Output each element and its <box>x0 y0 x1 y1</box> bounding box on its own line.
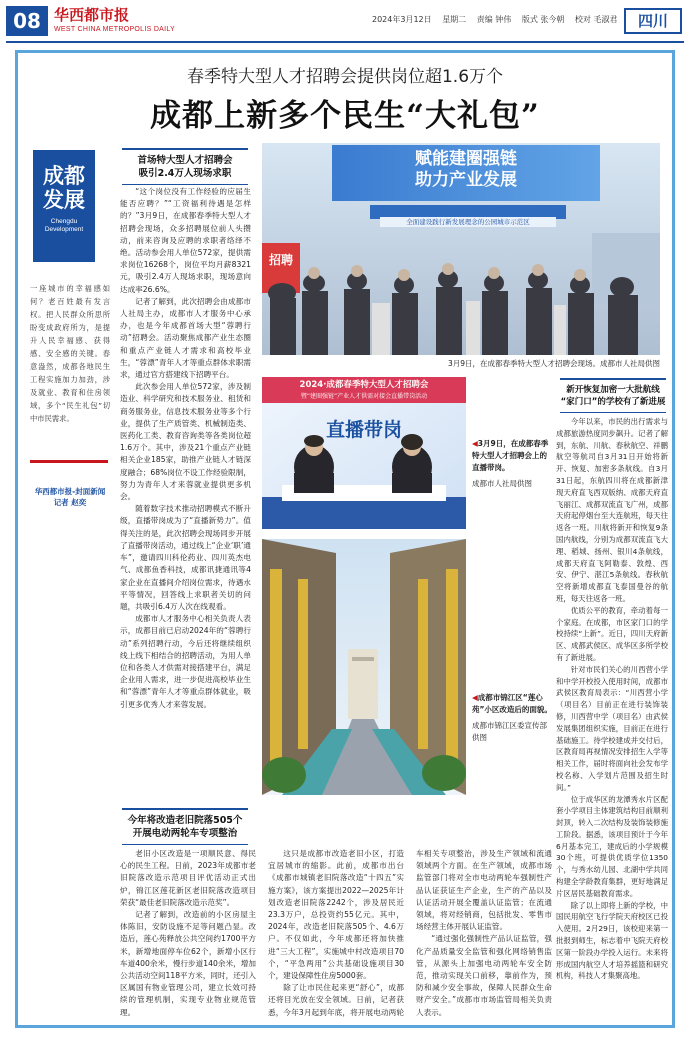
banner-line2: 助力产业发展 <box>415 170 517 190</box>
article1-paragraph: 成都市人才服务中心相关负责人表示，成都目前已启动2024年的“蓉聘行动”系列招聘行动，今后还将继续组织线上线下相结合的招聘活动，为用人单位和各类人才供需对接搭建平台，满足企业用人需求，进一步促进高校毕业生和“蓉漂”青年人才等重点群体就业，吸引更多优秀人才来蓉发展。 <box>120 614 251 709</box>
article1-subhead <box>122 148 248 185</box>
article2-paragraph: 除了让市民住起来更“舒心”，成都还将目光放在安全领域。日前，记者获悉，今年3月起到年底，将开展电动两轮车相关专项整治，涉及生产领域和流通领域两个方面。在生产领域，成都市场监管部门将对全市电动两轮车强制性产品认证获证生产企业，生产的产品以及认证活动开展全覆盖认证监管；在流通领域，将对经销商，包括批发、零售市场经营主体开展认证监管。 <box>268 849 552 1017</box>
article3-paragraph: 位于成华区的龙潭秀水片区配套小学项目主体建筑结构目前顺利封顶，转入二次结构及装饰装修施工阶段。据悉，该项目预计于今年6月基本完工，建成后的小学规模30个班，可提供优质学位1350个，与秀水幼儿园、北湖中学共同构建全学龄教育集群，更好地满足片区居民基础教育需求。 <box>556 794 668 898</box>
booth-sign-text: 招聘 <box>268 253 293 267</box>
article2-subhead-line2: 开展电动两轮车专项整治 <box>132 828 238 839</box>
article1-paragraph: 随着数字技术推动招聘模式不断升级，直播带岗成为了“直播新势力”。值得关注的是，此次招聘会现场同步开展了直播带岗活动，通过线上“企业‘职’通车”，邀请四川科伦药业、四川英杰电气、成都鱼香科技，成都讯捷通讯等4家企业在直播间介绍岗位需求，待遇水平等情况，回答线上求职者关切的问题，共吸引6.4万人次在线观看。 <box>120 504 251 611</box>
photo2-caption-text: 3月9日，在成都春季特大型人才招聘会上的直播带岗。 <box>472 439 549 472</box>
byline-outlet: 华西都市报-封面新闻 <box>34 487 106 496</box>
paper-logo-en: WEST CHINA METROPOLIS DAILY <box>54 26 176 33</box>
column-title-line2: 发展 <box>43 187 85 212</box>
renovated-compound-photo <box>262 539 466 795</box>
article3-subhead-line1: 新开恢复加密一大批航线 <box>566 385 660 395</box>
photo3-caption <box>472 692 552 744</box>
page-title: 成都上新多个民生“大礼包” <box>150 98 540 134</box>
job-fair-photo <box>262 143 660 355</box>
masthead <box>0 0 690 44</box>
compound-scene <box>262 539 466 795</box>
issue-weekday: 星期二 <box>442 15 467 24</box>
stream-banner-title: 2024·成都春季特大型人才招聘会 <box>299 380 429 390</box>
proofreader-credit: 校对 毛淑君 <box>574 15 618 24</box>
article2-paragraph: 老旧小区改造是一项顺民意、得民心的民生工程。日前，2023年成都市老旧院落改造示范项目评优活动正式出炉，锦江区莲花新区老旧院落改造项目荣获“最佳老旧院落改造示范奖”。 <box>120 849 256 907</box>
article3-paragraph: 针对市民们关心的川西营小学和中学开校投入使用时间，成都市武侯区教育局表示：“川西营小学（项目名）目前正在进行装饰装修，川西营中学（项目名）由武侯发展集团组织实施，目前正在进行基础施工。待学校建成并交付后，区教育局再视情况安排招生入学等相关工作，届时将面向社会发布学校名称、入学划片范围及招生时间。” <box>556 664 668 792</box>
column-title-en-line2: Development <box>44 226 84 233</box>
article2-paragraph: 记者了解到，改造前的小区房屋主体陈旧，安防设施不足等问题凸显。改造后，莲心苑释放公共空间约1700平方米，新增地面停车位62个，新增小区行车道400余米，慢行步道140余米，增加公共活动空间118平方米，同时，还引入区属国有物业管理公司，建立长效可持续的管理机制，实现专业物业规范管理。 <box>120 910 256 1017</box>
article3-subhead <box>560 378 666 413</box>
column-label <box>33 150 95 262</box>
article2-subhead-line1: 今年将改造老旧院落505个 <box>127 815 243 826</box>
article1-subhead-line1: 首场特大型人才招聘会 <box>137 155 233 166</box>
designer-credit: 版式 张今朝 <box>521 15 565 24</box>
article1-paragraph: “这个岗位没有工作经验的应届生能否应聘？”“工资福利待遇是怎样的？”3月9日，在成都春季特大型人才招聘会现场，众多招聘展位前人头攒动，前来咨询及应聘的求职者络绎不绝。活动参会用人单位572家，提供需求岗位16268个，岗位平均月薪8321元，吸引2.4万人现场求职，现场意向达成率26.6%。 <box>120 187 251 294</box>
editor-credit: 责编 钟伟 <box>476 15 512 24</box>
article3-body <box>556 416 668 1020</box>
masthead-rule <box>6 41 684 43</box>
live-stream-photo <box>262 377 466 529</box>
article1-body <box>120 186 251 796</box>
paper-logo: 华西都市报 <box>54 6 130 24</box>
article1-paragraph: 记者了解到，此次招聘会由成都市人社局主办，成都市人才服务中心承办，也是今年成都首场大型“蓉聘行动”招聘会。活动聚焦成都产业生态圈和重点产业链人才需求和高校毕业生，“蓉漂”青年人才等重点群体求职需求，通过官方搭建线下招聘平台。 <box>120 296 251 380</box>
byline <box>24 486 116 508</box>
headline-kicker: 春季特大型人才招聘会提供岗位超1.6万个 <box>186 67 504 87</box>
article3-subhead-line2: “家门口”的学校有了新进展 <box>560 397 666 407</box>
article1-paragraph: 此次参会用人单位572家，涉及制造业、科学研究和技术服务业、租赁和商务服务业，信息技术服务业等多个行业，提供了生产质管类、机械制造类、医药化工类、教育咨询类等各类岗位超1.6万个。其中，涉及21个重点产业链相关企业185家，助推产业链人才链深度融合；68%岗位不设工作经验限制，努力为青年人才来蓉就业提供更多机会。 <box>120 382 251 502</box>
photo3-credit: 成都市锦江区委宣传部供图 <box>472 721 547 742</box>
article2-subhead <box>122 808 248 845</box>
caption-arrow-icon: ◀ <box>472 693 478 702</box>
photo3-caption-text: 成都市锦江区“莲心苑”小区改造后的面貌。 <box>472 693 552 714</box>
article3-paragraph: 优质公平的教育，牵动着每一个家庭。在成都，市区家门口的学校持续“上新”。近日，四川天府新区、成都武侯区、成华区多所学校有了新进展。 <box>556 605 668 662</box>
article2-body <box>120 848 552 1020</box>
caption-arrow-icon: ◀ <box>472 439 478 448</box>
byline-reporter: 记者 赵奕 <box>53 498 87 507</box>
section-tag: 四川 <box>624 8 682 34</box>
stream-main-text: 直播带岗 <box>325 419 402 441</box>
article3-paragraph: 除了以上即将上新的学校，中国民用航空飞行学院天府校区已投入使用。2月29日，该校迎来第一批报到师生，标志着中飞院天府校区第一阶段办学投入运行。未来将形成国内航空人才培养摇篮和研究机构，科技人才集聚高地。 <box>556 900 668 981</box>
photo2-credit: 成都市人社局供图 <box>472 479 532 488</box>
column-title-line1: 成都 <box>43 163 85 188</box>
issue-date: 2024年3月12日 <box>372 15 432 24</box>
banner-sub: 全面建设践行新发展理念的公园城市示范区 <box>406 218 530 226</box>
column-divider <box>30 460 108 463</box>
photo1-caption: 3月9日，在成都春季特大型人才招聘会现场。成都市人社局供图 <box>447 359 660 368</box>
column-intro: 一座城市的幸福感如何？老百姓最有发言权。把人民群众所思所盼变成政府所为，是提升人民幸福感、获得感、安全感的关键。春意盎然，成都各地民生工程实施加力加劲，涉及就业、教育和住房领域，多个“民生礼包”切中市民需求。 <box>30 284 110 423</box>
photo2-caption <box>472 438 552 490</box>
column-title-en-line1: Chengdu <box>50 218 78 225</box>
stream-banner-subtitle: 暨“建圈强链”产业人才供需对接会直播带岗活动 <box>300 393 428 400</box>
article1-subhead-line2: 吸引2.4万人现场求职 <box>138 168 232 179</box>
banner-line1: 赋能建圈强链 <box>415 149 517 169</box>
article3-paragraph: 今年以来，市民的出行需求与成都旅游热度同步飙升。记者了解到，东航、川航、春秋航空、祥鹏航空等航司自3月31日开始将新开、恢复、加密多条航线。自3月31日起，东航四川将在成都新津现天府直飞西双版纳、成都天府直飞丽江、成都双流直飞广州，成都天府起停烟台至大连航班，每天往返各一班。川航将新开和恢复9条国内航线，分别为成都双流直飞大理、稻城、扬州、银川4条航线，成都天府直飞阿勒泰、敦煌、西安、伊宁、湛江5条航线。春秋航空将新增成都直飞泰国曼谷的航班，每天往返各一班。 <box>556 417 668 603</box>
article2-paragraph: “通过强化强制性产品认证监管，强化产品质量安全监管和强化网络销售监管，从源头上加强电动两轮车安全防范，推动实现关口前移，靠前作为，预防和减少安全事故，保障人民群众生命财产安全。”成都市市场监管局相关负责人表示。 <box>416 934 552 1017</box>
issue-meta <box>372 14 625 25</box>
article2-paragraph: 这只是成都市改造老旧小区，打造宜居城市的缩影。此前，成都市出台《成都市城镇老旧院落改造“十四五”实施方案》，该方案提出2022—2025年计划改造老旧院落2242个，涉及居民近23.3万户，总投资约55亿元。其中，2024年，改造老旧院落505个、4.6万户。不仅如此，今年成都还将加快推进“三大工程”，实施城中村改造项目70个，“平急两用”公共基础设施项目30个，建设保障性住房5000套。 <box>268 849 404 981</box>
page-number: 08 <box>6 6 48 36</box>
